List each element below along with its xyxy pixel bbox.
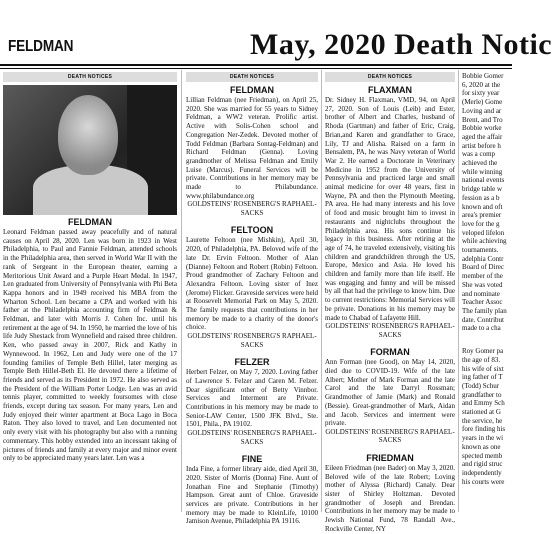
obituary-text: Ann Forman (nee Good), on May 14, 2020, died due to COVID-19. Wife of the late Albert; Mother of Mark Forman and the late Carol and the late Darryl Rossman; Grandmother of Jamie (Mark) and Ronald (Bessie). Great-grandmother of Mark, Aidan and Jacob. Services and interment were private.: [325, 358, 455, 428]
obituary-entry: [186, 454, 318, 526]
obituary-text: Herbert Felzer, on May 7, 2020. Loving father of Lawrence S. Felzer and Caren M. Felzer. Dear significant other of Betty Vinnbor. Services and Interment are Private. Contributions in his memory may be made to Senior-LAW Center, 1500 JFK Blvd., Ste. 1501, Phila., PA 19102.: [186, 368, 318, 429]
text-line: independently: [462, 468, 502, 477]
section-label: DEATH NOTICES: [3, 72, 177, 82]
funeral-home: GOLDSTEINS' ROSENBERG'S RAPHAEL-SACKS: [325, 427, 455, 445]
obituary-text-truncated: [462, 347, 512, 486]
text-line: and Emmy Sch: [462, 399, 505, 408]
funeral-home: GOLDSTEINS' ROSENBERG'S RAPHAEL-SACKS: [187, 200, 317, 217]
text-line: national events: [462, 176, 505, 185]
text-line: was a comp: [462, 150, 496, 159]
funeral-home: GOLDSTEINS' ROSENBERG'S RAPHAEL-SACKS: [325, 322, 455, 339]
column-divider: [458, 70, 459, 512]
header-rule-thin: [0, 68, 512, 69]
text-line: tournaments.: [462, 246, 499, 255]
obituary-name: FLAXMAN: [368, 85, 412, 95]
text-line: Bobbie Gomer: [462, 72, 504, 80]
text-line: the service, he: [462, 416, 503, 425]
text-line: fore finding his: [462, 425, 506, 434]
text-line: the age of 83.: [462, 355, 501, 364]
text-line: Bobbie worke: [462, 124, 502, 133]
column-3: [325, 72, 455, 533]
obituary-name: FELDMAN: [230, 85, 274, 95]
obituary-text: Laurette Feltoon (nee Mishkin), April 30, 2020, of Philadelphia, PA. Beloved wife of the late Dr. Ervin Feltoon. Mother of Alan (Dianne) Feltoon and Robert (Robin) Feltoon. Proud grandmother of Zachary Feltoon and Alexandra Feltoon. Loving sister of Inez (Jerome) Flicker. Graveside services were held at Roosevelt Memorial Park on May 5, 2020. The family requests that contributions in her memory be made to a charity of the donor's choice.: [186, 236, 318, 332]
text-line: date. Contribut: [462, 315, 504, 324]
obituary-text: Eileen Friedman (nee Bader) on May 3, 2020. Beloved wife of the late Robert; Loving mother of Alyssa (Richard) Canaly. Dear sister of Shirley Holtzman. Devoted grandmother of Joseph and Brendan. Contributions in her memory may be made to Jewish National Fund, 78 Randall Ave., Rockville Center, NY: [325, 463, 455, 533]
text-line: spected memb: [462, 451, 503, 460]
funeral-home: GOLDSTEINS' ROSENBERG'S RAPHAEL-SACKS: [187, 429, 317, 446]
text-line: and rigid struc: [462, 460, 503, 469]
text-line: area's premier: [462, 211, 502, 220]
obituary-name: FORMAN: [370, 347, 410, 358]
obituary-photo: [3, 85, 177, 215]
obituary-name: FRIEDMAN: [366, 452, 414, 463]
text-line: made to a cha: [462, 324, 501, 333]
text-line: Teacher Assoc: [462, 298, 503, 307]
obituary-name: FELDMAN: [68, 217, 112, 227]
section-label: DEATH NOTICES: [186, 72, 318, 82]
text-line: aged the affair: [462, 132, 503, 141]
section-label: DEATH NOTICES: [325, 72, 455, 82]
text-line: Loving and ar: [462, 106, 502, 115]
obituary-name: FELZER: [234, 357, 270, 368]
obituary-text: Dr. Sidney H. Flaxman, VMD, 94, on April 27, 2020. Son of Louis (Leib) and Ester, brother of Albert and Charles, husband of Rhoda (Gartman) and father of Eric, Craig, Brian,and Karen and grandfather to Grace, Lily, TJ and Alisha. Raised on a farm in Bensalem, PA, he was Navy veteran of World War 2. He earned a Doctorate in Veterinary Medicine in 1952 from the University of Pennsylvania and practiced large and small animal medicine for over 48 years, first in Wayne, PA and then the Plymouth Meeting, PA area. He had many interests and his love of food and music brought him to invest in restaurants and nightclubs throughout the Philadelphia area. His sons continue his legacy in this business. After retiring at the age of 74, he traveled extensively, visiting his children and grandchildren through the US, Europe, Mexico and Asia. He loved his children and family more than life itself. He was engaging and funny and will be missed by all that had the privilege to know him. Due to current restrictions: Memorial Services will be private. Donations in his memory may be made to Chabad of Lafayette Hill.: [325, 96, 455, 322]
obituary-text: Lillian Feldman (nee Friedman), on April 25, 2020. She was married for 55 years to Sidney Feldman, a WW2 veteran. Prolific artist. Active with Solis-Cohen school and Congregation Ner-Zedek. Devoted mother of Todd Feldman (Barbara Sontag-Feldman) and Richard Feldman (Genna). Loving grandmother of Melissa Feldman and Emily Luise (Marcus). Funeral Services will be private. Contributions in her memory may be made to Philabundance. www.philabundance.org: [186, 96, 318, 200]
column-4: [462, 72, 512, 512]
funeral-home: GOLDSTEINS' ROSENBERG'S RAPHAEL-SACKS: [187, 332, 317, 349]
text-line: fession as a b: [462, 193, 500, 202]
text-line: known as one: [462, 442, 501, 451]
column-1: [3, 72, 177, 512]
text-line: ing father of T: [462, 373, 503, 382]
obituary-entry: [325, 85, 455, 339]
text-line: 6, 2020 at the: [462, 80, 501, 89]
column-2: [186, 72, 318, 526]
text-line: love for the g: [462, 219, 500, 228]
text-line: (Merle) Gome: [462, 98, 503, 107]
header-family-name: FELDMAN: [8, 38, 74, 55]
text-line: bridge table w: [462, 185, 503, 194]
text-line: for sixty year: [462, 89, 500, 98]
obituary-text: Leonard Feldman passed away peacefully and of natural causes on April 28, 2020. Len was born in 1923 in West Philadelphia, to Paul and Fannie Feldman, attended schools in the Philadelphia area, then served in World War II with the rank of Sergeant in the European theater, earning a Meritorious Unit Award and a Purple Heart Medal. In 1947, Len graduated from University of Pennsylvania with Phi Beta Kappa honors and in 1949 received his MBA from the Wharton School. Len became a CPA and worked with his father at the Philadelphia accounting firm of Feldman & Feldman, and later with Morris J. Cohen Inc. until his retirement at the age of 94. In 1950, he married the love of his life Judy Shestack from Wynnefield and raised three children. Ken, who passed away in 2007, Rick and Kathy in Wynnewood. In 1962, Len and Judy were one of the 17 founding families of Temple Beth Hillel, later merging as Temple Beth Hillel-Beth El. He devoted there a lifetime of friends and served as its President in 1972. He also served as the President of the William Porter Lodge. Len was an avid tennis player, committed to weekly foursomes with close friends, except during tax season. For many years, Len and Judy enjoyed their winter apartment at Boca Lago in Boca Raton. They also loved to travel, and Len documented not only every visit with his photography but also with a running commentary. This hobby extended into an incessant taking of pictures of friends and family at every major and minor event only to be appreciated many years later. Len was a: [3, 228, 177, 463]
text-line: artist before h: [462, 141, 501, 150]
obituary-entry: [186, 357, 318, 446]
page-title: May, 2020 Death Notic: [250, 28, 552, 61]
column-divider: [181, 70, 182, 512]
text-line: veloped lifelon: [462, 228, 505, 237]
text-line: Brent, and Tro: [462, 115, 503, 124]
text-line: The family plan: [462, 306, 507, 315]
text-line: while achieving: [462, 237, 507, 246]
text-line: and nominate: [462, 289, 500, 298]
header-rule: [0, 64, 512, 66]
text-line: stationed at G: [462, 408, 501, 417]
text-line: Board of Direc: [462, 263, 504, 272]
text-line: achieved the: [462, 159, 498, 168]
text-line: years in the wi: [462, 434, 504, 443]
obituary-text-truncated: [462, 72, 512, 333]
obituary-entry: [186, 85, 318, 217]
column-divider: [321, 70, 322, 512]
obituary-name: FINE: [241, 454, 263, 465]
text-line: She was voted: [462, 280, 503, 289]
text-line: (Todd) Schur: [462, 381, 500, 390]
text-line: his courts were: [462, 477, 505, 486]
obituary-entry: [325, 347, 455, 445]
text-line: while winning: [462, 167, 503, 176]
obituary-entry: [325, 453, 455, 534]
obituary-text: Inda Fine, a former library aide, died April 30, 2020. Sister of Morris (Donna) Fine. Aunt of Jonathan Fine and Stephanie (Timothy) Hampson. Great aunt of Chloe. Graveside services are private. Contributions in her memory may be made to KleinLife, 10100 Jamison Avenue, Philadelphia PA 19116.: [186, 465, 318, 526]
text-line: grandfather to: [462, 390, 502, 399]
text-line: adelphia Contr: [462, 254, 504, 263]
text-line: known and oft: [462, 202, 503, 211]
text-line: Roy Gomer pa: [462, 347, 504, 356]
obituary-name: FELTOON: [230, 225, 274, 236]
obituary-entry: [186, 225, 318, 349]
text-line: member of the: [462, 272, 503, 281]
text-line: his wife of sixt: [462, 364, 504, 373]
